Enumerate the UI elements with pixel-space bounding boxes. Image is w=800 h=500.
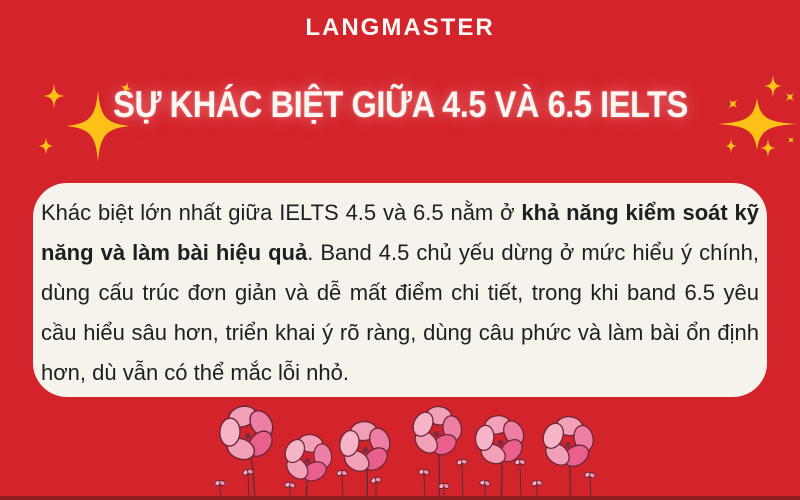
sparkle-right-icon (705, 72, 800, 182)
flowers-illustration (180, 395, 620, 500)
bottom-edge-strip (0, 496, 800, 500)
content-card (33, 183, 767, 397)
body-text-regular-2: . Band 4.5 chủ yếu dừng ở mức hiểu ý chính, dùng cấu trúc đơn giản và dễ mất điểm chi tiết, trong khi band 6.5 yêu cầu hiểu sâu hơn, triển khai ý rõ ràng, dùng câu phức và làm bài ổn định hơn, dù vẫn có thể mắc lỗi nhỏ. (41, 240, 759, 385)
brand-logo: LANGMASTER (305, 14, 495, 41)
body-paragraph (41, 193, 759, 393)
body-text-bold: khả năng kiểm soát kỹ năng và làm bài hiệu quả (41, 200, 759, 265)
page-title-text: SỰ KHÁC BIỆT GIỮA 4.5 VÀ 6.5 IELTS (112, 84, 688, 125)
body-text-regular: Khác biệt lớn nhất giữa IELTS 4.5 và 6.5 nằm ở (41, 200, 522, 225)
page-title (0, 84, 800, 126)
